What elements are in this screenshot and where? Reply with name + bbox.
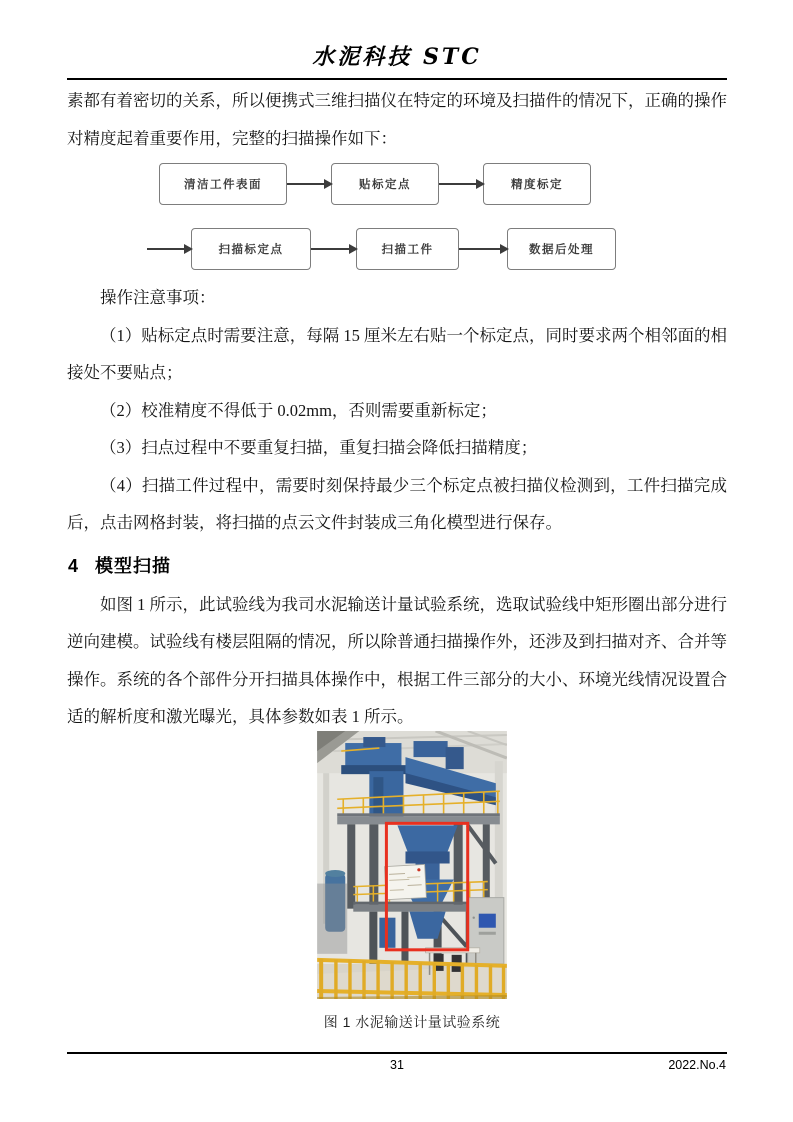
flow-step-scan-workpiece: 扫描工件: [356, 228, 459, 270]
note-item-2: （2）校准精度不得低于 0.02mm，否则需要重新标定；: [100, 400, 497, 420]
flowchart-row-2: [147, 228, 727, 270]
cabinet-screen: [479, 914, 496, 928]
header-rule: [67, 78, 727, 80]
issue-number: 2022.No.4: [668, 1058, 726, 1072]
flow-arrow-icon: [459, 248, 507, 250]
intro-paragraph: 素都有着密切的关系，所以便携式三维扫描仪在特定的环境及扫描件的情况下，正确的操作对精度起着重要作用，完整的扫描操作如下：: [67, 91, 727, 148]
flow-step-apply-markers: 贴标定点: [331, 163, 439, 205]
page-content: [67, 0, 727, 736]
flow-arrow-icon: [147, 248, 191, 250]
flowchart-row-1: [159, 163, 727, 205]
flow-step-clean-surface: 清洁工件表面: [159, 163, 287, 205]
figure-1: [317, 731, 507, 1032]
flow-step-accuracy-calibration: 精度标定: [483, 163, 591, 205]
scan-process-flowchart: [67, 163, 727, 270]
footer-row: [67, 1054, 727, 1072]
journal-header-title: 水泥科技 STC: [312, 44, 482, 70]
section-title: 模型扫描: [95, 555, 172, 576]
section-heading: [67, 551, 727, 581]
control-cabinet: [468, 898, 504, 964]
info-signboard: [385, 864, 427, 899]
page-number: 31: [390, 1058, 404, 1072]
figure-image: [317, 731, 507, 999]
flow-arrow-icon: [311, 248, 356, 250]
page-footer: [67, 1052, 727, 1072]
flow-arrow-icon: [287, 183, 331, 185]
figure-caption: 图 1 水泥输送计量试验系统: [323, 1014, 501, 1030]
note-item-4: （4）扫描工件过程中，需要时刻保持最少三个标定点被扫描仪检测到，工件扫描完成后，点击网格封装，将扫描的点云文件封装成三角化模型进行保存。: [67, 475, 727, 532]
note-item-3: （3）扫点过程中不要重复扫描，重复扫描会降低扫描精度；: [100, 438, 538, 457]
flow-step-scan-markers: 扫描标定点: [191, 228, 311, 270]
note-item-1: （1）贴标定点时需要注意，每隔 15 厘米左右贴一个标定点，同时要求两个相邻面的相接处不要贴点；: [67, 325, 727, 382]
section-number: 4: [68, 555, 79, 576]
flow-arrow-icon: [439, 183, 483, 185]
flow-step-post-processing: 数据后处理: [507, 228, 616, 270]
notes-title: 操作注意事项：: [100, 288, 216, 307]
section-paragraph: 如图 1 所示，此试验线为我司水泥输送计量试验系统，选取试验线中矩形圈出部分进行逆向建模。试验线有楼层阻隔的情况，所以除普通扫描操作外，还涉及到扫描对齐、合并等操作。系统的各个部件分开扫描具体操作中，根据工件三部分的大小、环境光线情况设置合适的解析度和激光曝光，具体参数如表 1 所示。: [67, 594, 727, 726]
